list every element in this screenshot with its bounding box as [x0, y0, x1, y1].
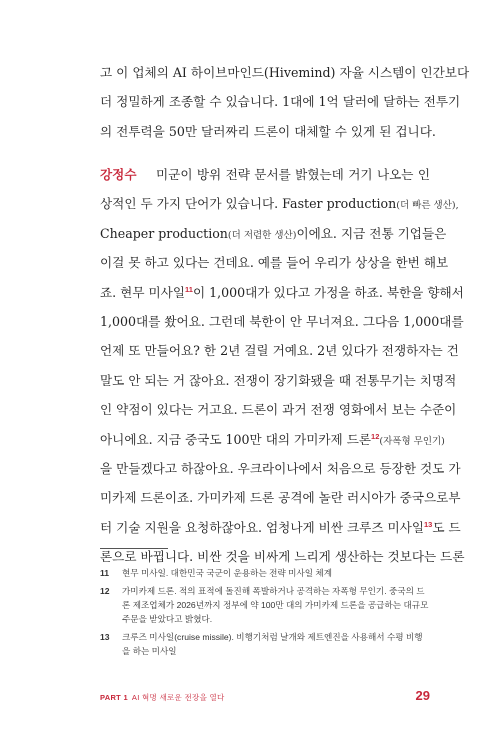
text-line — [100, 160, 430, 189]
text-line: 고 이 업체의 AI 하이브마인드(Hivemind) 자율 시스템이 인간보다 — [100, 65, 470, 80]
text-line — [100, 189, 459, 218]
text-line: 이걸 못 하고 있다는 건데요. 예를 들어 우리가 상상을 한번 해보 — [100, 255, 449, 271]
text-line: 언제 또 만들어요? 한 2년 걸릴 거예요. 2년 있다가 전쟁하자는 건 — [100, 343, 459, 359]
paragraph-1 — [100, 58, 470, 146]
footnote-marker[interactable]: 11 — [185, 284, 193, 294]
text-line: 인 약점이 있다는 거고요. 드론이 과거 전쟁 영화에서 보는 수준이 — [100, 402, 457, 418]
text-line: 더 정밀하게 조종할 수 있습니다. 1대에 1억 달러에 달하는 전투기 — [100, 94, 461, 110]
footnote-item — [100, 584, 430, 626]
footnote-marker[interactable]: 12 — [371, 431, 380, 441]
footnote-text: 크루즈 미사일(cruise missile). 비행기처럼 날개와 제트엔진을 사용해서 수평 비행을 하는 미사일 — [122, 632, 423, 656]
text-line: 론으로 바뀝니다. 비싼 것을 비싸게 느리게 생산하는 것보다는 드론 — [100, 549, 465, 565]
running-footer — [100, 692, 225, 703]
text-span: 이 1,000대가 있다고 가정을 하죠. 북한을 향해서 — [192, 284, 464, 300]
text-span: 상적인 두 가지 단어가 있습니다. Faster production — [100, 196, 397, 212]
part-title: AI 혁명 새로운 전장을 열다 — [131, 693, 225, 702]
footnote-number: 11 — [100, 568, 110, 578]
paragraph-2 — [100, 160, 465, 571]
footnote-item — [100, 566, 430, 580]
text-span: 아니에요. 지금 중국도 100만 대의 가미카제 드론 — [100, 431, 372, 447]
text-line — [100, 425, 445, 454]
part-label: PART 1 — [100, 693, 128, 702]
footnotes — [100, 566, 430, 662]
text-span: 미군이 방위 전략 문서를 밝혔는데 거기 나오는 인 — [156, 167, 430, 182]
text-line: 을 만들겠다고 하잖아요. 우크라이나에서 처음으로 등장한 것도 가 — [100, 460, 461, 476]
page-number: 29 — [415, 688, 430, 703]
speaker-name: 강정수 — [100, 168, 137, 182]
text-line — [100, 219, 447, 248]
text-span: 죠. 현무 미사일 — [100, 284, 186, 300]
gloss-text: (자폭형 무인기) — [379, 435, 445, 447]
footnote-number: 13 — [100, 632, 110, 642]
text-span: 터 기술 지원을 요청하잖아요. 엄청나게 비싼 크루즈 미사일 — [100, 519, 424, 535]
text-span: Cheaper production — [100, 225, 228, 241]
text-line: 의 전투력을 50만 달러짜리 드론이 대체할 수 있게 된 겁니다. — [100, 123, 436, 139]
footnote-item — [100, 630, 430, 658]
page-footer — [100, 690, 430, 704]
text-line — [100, 278, 464, 307]
footnote-number: 12 — [100, 586, 110, 596]
footnote-text: 가미카제 드론. 적의 표적에 돌진해 폭발하거나 공격하는 자폭형 무인기. 중국의 드론 제조업체가 2026년까지 정부에 약 100만 대의 가미카제 드론을 공급하는 대규모 주문을 받았다고 밝혔다. — [122, 586, 429, 624]
footnote-marker[interactable]: 13 — [424, 519, 433, 529]
gloss-text: (더 저렴한 생산) — [227, 229, 297, 241]
gloss-text: (더 빠른 생산), — [396, 200, 459, 212]
footnote-divider — [100, 548, 168, 549]
footnote-text: 현무 미사일. 대한민국 국군이 운용하는 전략 미사일 체계 — [122, 568, 333, 578]
text-line: 말도 안 되는 거 잖아요. 전쟁이 장기화됐을 때 전통무기는 치명적 — [100, 372, 457, 388]
text-line: 미카제 드론이죠. 가미카제 드론 공격에 놀란 러시아가 중국으로부 — [100, 490, 461, 506]
text-line — [100, 513, 461, 542]
text-line: 1,000대를 쐈어요. 그런데 북한이 안 무너져요. 그다음 1,000대를 — [100, 313, 464, 329]
text-span: 이에요. 지금 전통 기업들은 — [296, 225, 447, 241]
text-span: 도 드 — [432, 519, 461, 535]
